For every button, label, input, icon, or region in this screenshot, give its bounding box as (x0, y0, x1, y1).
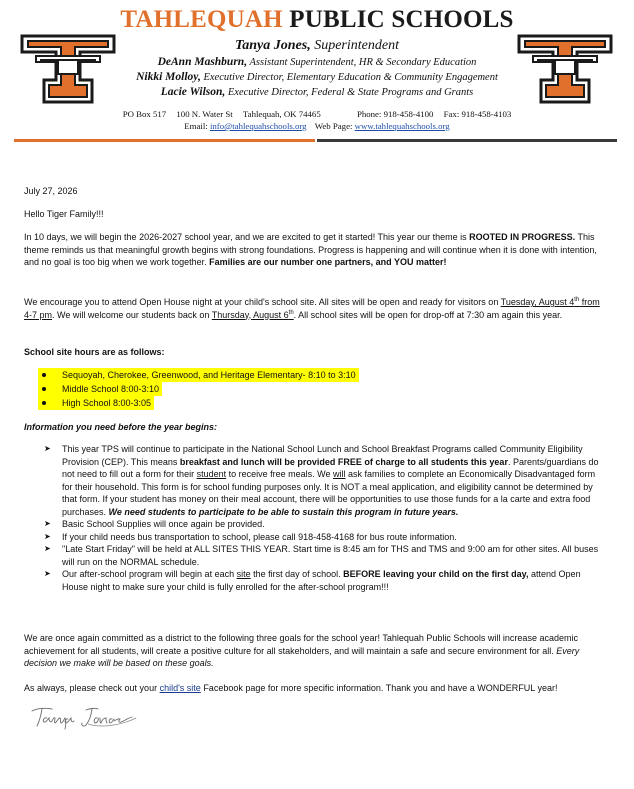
web-label: Web Page: (314, 121, 353, 131)
list-item (24, 443, 606, 518)
staff-line (100, 71, 534, 83)
theme-text: ROOTED IN PROGRESS. (469, 232, 576, 242)
text: . Parents/guardians do not need to fill out a form for their (62, 456, 599, 479)
staff-role: Executive Director, Elementary Education & Community Engagement (203, 72, 498, 83)
email-link[interactable]: info@tahlequahschools.org (209, 121, 307, 131)
ordinal: th (574, 297, 580, 303)
list-item (24, 568, 606, 593)
text: the first day of school. (250, 569, 344, 579)
text: student (196, 469, 227, 479)
street: 100 N. Water St (176, 109, 233, 119)
staff-role: Executive Director, Federal & State Programs and Grants (227, 87, 474, 98)
text: Facebook page for more specific information. Thank you and have a WONDERFUL year! (200, 683, 558, 693)
arrow-bullet-icon: ➤ (44, 519, 51, 528)
list-item (24, 531, 606, 544)
hours-text: High School 8:00-3:05 (62, 396, 154, 410)
arrow-bullet-icon: ➤ (44, 531, 51, 541)
hours-text: Sequoyah, Cherokee, Greenwood, and Heritage Elementary- 8:10 to 3:10 (62, 368, 359, 382)
text: Tuesday, August 4 (500, 297, 575, 307)
text: will (332, 469, 346, 479)
superintendent-role: Superintendent (314, 38, 399, 53)
staff-line (100, 86, 534, 98)
signature (28, 702, 140, 732)
list-item (24, 543, 606, 568)
text: This theme reminds us that meaningful growth begins with strong foundations. Progress is happening and will continue when it is done with intention, and no goal is too big when we work together. (24, 232, 597, 267)
info-heading: Information you need before the year begins: (24, 422, 218, 432)
list-item (24, 382, 606, 396)
info-list (24, 443, 606, 593)
text: If your child needs bus transportation to school, please call 918-458-4168 for bus route information. (62, 531, 457, 542)
letter-date: July 27, 2026 (24, 186, 78, 196)
hours-text: Middle School 8:00-3:10 (62, 382, 162, 396)
superintendent-line (100, 38, 534, 54)
fax: Fax: 918-458-4103 (443, 109, 512, 119)
phone: Phone: 918-458-4100 (356, 109, 434, 119)
families-statement: Families are our number one partners, and YOU matter! (209, 257, 447, 267)
ordinal: th (288, 309, 294, 316)
text: We are once again committed as a district to the following three goals for the school year! Tahlequah Public Schools will increase academic achievement for all students, will create a positive culture for all stakeholders, and will maintain a safe and secure environment for all. (24, 633, 578, 656)
text: Thursday, August 6 (211, 309, 289, 320)
text: As always, please check out your (24, 683, 160, 693)
closing-paragraph (24, 682, 606, 695)
text: . All school sites will be open for drop-off at 7:30 am again this year. (293, 309, 563, 320)
hours-heading: School site hours are as follows: (24, 347, 165, 357)
divider-dark (317, 139, 617, 142)
text: from 4-7 pm (24, 297, 600, 320)
participation-note: We need students to participate to be able to sustain this program in future years. (108, 506, 459, 517)
superintendent-name: Tanya Jones, (235, 38, 311, 53)
po-box: PO Box 517 (122, 109, 167, 119)
list-item (24, 518, 606, 531)
list-item (24, 368, 606, 382)
text: "Late Start Friday" will be held at ALL SITES THIS YEAR. Start time is 8:45 am for THS and TMS and 9:00 am for other sites. All buses will run on the NORMAL schedule. (62, 544, 599, 567)
district-title (100, 6, 534, 34)
text: . We will welcome our students back on (52, 309, 212, 320)
district-title-rest: PUBLIC SCHOOLS (289, 6, 514, 33)
text: attend Open House night to make sure your child is fully enrolled for the after-school program!!! (62, 569, 581, 592)
staff-line (100, 56, 534, 68)
email-label: Email: (184, 121, 208, 131)
bullet-icon (42, 373, 46, 377)
open-house-paragraph (24, 296, 606, 321)
before-leaving-text: BEFORE leaving your child on the first day, (343, 569, 529, 579)
free-meals-text: breakfast and lunch will be provided FREE of charge to all students this year (179, 456, 508, 467)
text: Our after-school program will begin at each (62, 569, 237, 579)
first-day-date (212, 310, 294, 320)
arrow-bullet-icon: ➤ (44, 569, 51, 578)
website-link[interactable]: www.tahlequahschools.org (354, 121, 450, 131)
arrow-bullet-icon: ➤ (44, 444, 51, 453)
intro-paragraph (24, 231, 606, 269)
divider-orange (14, 139, 315, 142)
staff-name: Lacie Wilson, (160, 86, 226, 98)
address-line (100, 109, 534, 119)
city-state-zip: Tahlequah, OK 74465 (242, 109, 321, 119)
text: ask families to complete an Economically Disadvantaged form for their household. This form is for school funding purposes only. It is NOT a meal application, and eligibility cannot be determined by that form. If your student has money on their meal account, there will be opportunities to use those funds for a la carte and extra food purchases. (62, 469, 596, 517)
text: to receive free meals. We (226, 469, 333, 479)
hours-list (24, 368, 606, 410)
childs-site-link[interactable]: child's site (159, 683, 201, 693)
greeting: Hello Tiger Family!!! (24, 209, 104, 219)
goals-note: Every decision we make will be based on these goals. (24, 645, 580, 668)
arrow-bullet-icon: ➤ (44, 544, 51, 553)
text: This year TPS will continue to participate in the National School Lunch and School Breakfast Programs called Community Eligibility Provision (CEP). This means (62, 444, 583, 467)
staff-name: DeAnn Mashburn, (157, 56, 248, 68)
list-item (24, 396, 606, 410)
text: site (236, 569, 251, 579)
staff-role: Assistant Superintendent, HR & Secondary Education (249, 57, 477, 68)
district-title-accent: TAHLEQUAH (120, 6, 283, 33)
email-web-line (100, 121, 534, 131)
text: Basic School Supplies will once again be provided. (62, 519, 265, 529)
bullet-icon (42, 401, 46, 405)
bullet-icon (42, 387, 46, 391)
goals-paragraph (24, 632, 606, 670)
staff-name: Nikki Molloy, (136, 71, 201, 83)
text: We encourage you to attend Open House night at your child's school site. All sites will be open and ready for visitors on (24, 297, 501, 307)
text: In 10 days, we will begin the 2026-2027 school year, and we are excited to get it started! This year our theme is (24, 232, 470, 242)
